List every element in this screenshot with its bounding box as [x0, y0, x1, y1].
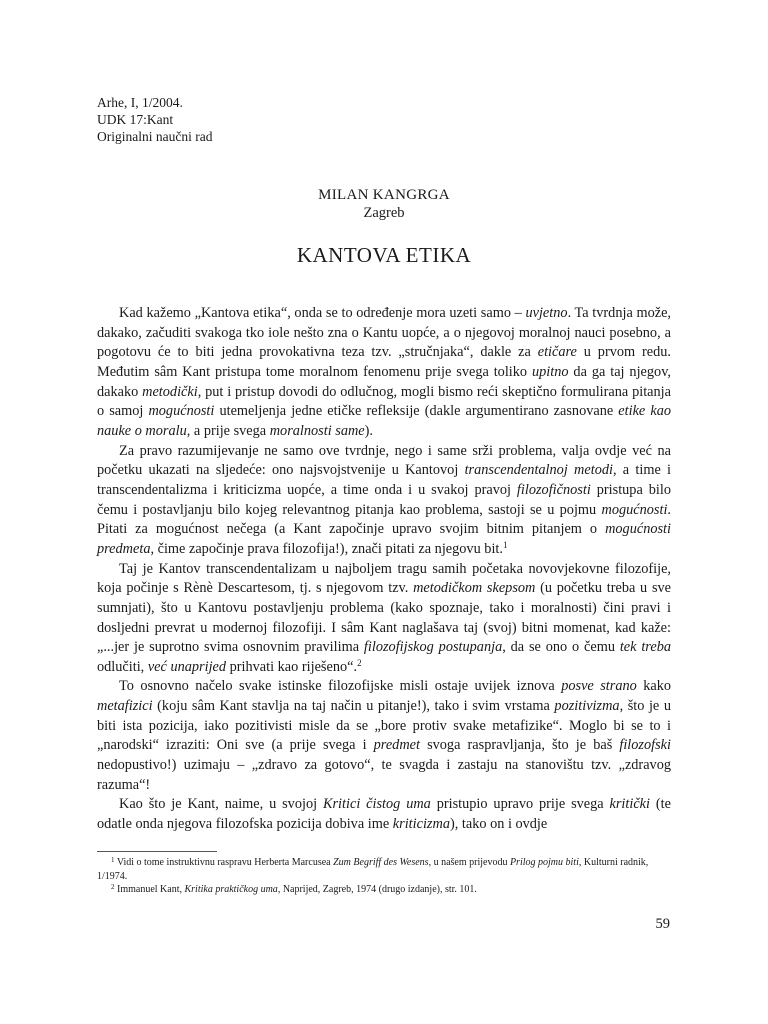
- paragraph-3: [97, 560, 671, 678]
- text-run: . Ta tvrdnja može, dakako, začuditi svakoga tko iole nešto zna o Kantu uopće, a o njegovoj moralnoj nauci posebno, a pogotovu će to biti jedna provokativna teza tzv. „stručnjaka“, dakle za: [97, 305, 671, 361]
- italic-run: predmet: [373, 737, 420, 754]
- paragraph-2: [97, 442, 671, 560]
- article-title: KANTOVA ETIKA: [296, 243, 472, 267]
- italic-run: filozofski: [619, 737, 671, 754]
- text-run: , Kulturni radnik, 1/1974.: [97, 857, 649, 882]
- italic-run: transcendentalnoj metodi: [464, 462, 613, 479]
- text-run: . Pitati za mogućnost nečega (a Kant započinje upravo svojim bitnim pitanjem o: [97, 501, 671, 538]
- footnote-1: [97, 856, 671, 883]
- text-run: da ga taj njegov, dakako: [97, 363, 671, 400]
- author-name: MILAN KANGRGA: [318, 187, 450, 203]
- text-run: Taj je Kantov transcendentalizam u najboljem tragu samih početaka novovjekovne filozofije, koja počinje s Rènè Descartesom, tj. s njegovom tzv.: [97, 560, 671, 597]
- italic-run: tek treba: [619, 639, 671, 656]
- italic-run: filozofijskog postupanja: [363, 639, 503, 656]
- text-run: prihvati kao riješeno“.: [226, 658, 358, 675]
- text-run: Kao što je Kant, naime, u svojoj: [119, 796, 323, 813]
- paragraph-5: [97, 795, 671, 834]
- text-run: To osnovno načelo svake istinske filozofijske misli ostaje uvijek iznova: [119, 678, 562, 695]
- italic-run: mogućnosti: [148, 403, 215, 420]
- article-type: Originalni naučni rad: [97, 129, 213, 144]
- text-run: nedopustivo!) uzimaju – „zdravo za gotovo“, te svagda i zastaju na stanovištu tzv. „zdravog razuma“!: [97, 757, 671, 793]
- text-run: , da se ono o čemu: [502, 639, 620, 656]
- text-run: (te odatle onda njegova filozofska pozicija dobiva ime: [97, 796, 671, 833]
- udk-code: UDK 17:Kant: [97, 112, 174, 127]
- italic-run: posve strano: [561, 678, 637, 695]
- article-body: [97, 304, 671, 835]
- text-run: u prvom redu. Međutim sâm Kant pristupa tome moralnom fenomenu prije svega toliko: [97, 344, 671, 380]
- italic-run: uvjetno: [525, 305, 568, 321]
- italic-run: metodički: [142, 383, 198, 400]
- text-run: Immanuel Kant,: [114, 884, 185, 895]
- text-run: pristupio upravo prije svega: [430, 796, 610, 813]
- italic-run: moralnosti same: [269, 422, 365, 439]
- text-run: , Naprijed, Zagreb, 1974 (drugo izdanje), str. 101.: [277, 884, 477, 895]
- text-run: , put i pristup dovodi do odlučnog, mogli bismo reći skeptično formulirana pitanja o samoj: [97, 383, 671, 420]
- italic-run: već unaprijed: [147, 658, 227, 675]
- footnote-divider: [97, 851, 217, 852]
- text-run: (u početku treba u sve sumnjati), što u Kantovu postavljenju problema (kako spoznaje, tako i moralnosti) čini pravi i dosljedni prevrat u modernoj filozofiji. I sâm Kant naglašava taj (svoj) bitni momenat, kad kaže: „...jer je suprotno svima osnovnim pravilima: [97, 580, 672, 656]
- italic-run: etike kao nauke o moralu: [97, 403, 671, 439]
- page-number: 59: [655, 916, 670, 932]
- text-run: Za pravo razumijevanje ne samo ove tvrdnje, nego i same srži problema, valja ovdje već na početku ukazati na sljedeće: ono najsvojstvenije u Kantovoj: [97, 442, 671, 479]
- text-run: , a time i transcendentalizma i kriticizma uopće, a time onda i u svakoj pravoj: [97, 462, 671, 498]
- text-run: kako: [636, 678, 671, 695]
- italic-run: Prilog pojmu biti: [509, 857, 579, 868]
- article-meta: [97, 94, 212, 145]
- italic-run: upitno: [531, 363, 569, 380]
- italic-run: mogućnosti: [601, 501, 668, 518]
- text-run: , a prije svega: [186, 422, 270, 439]
- italic-run: Kritici čistog uma: [322, 796, 431, 813]
- author-place: Zagreb: [363, 205, 405, 221]
- text-run: odlučiti,: [97, 658, 148, 675]
- italic-run: Kritika praktičkog uma: [184, 884, 278, 895]
- italic-run: mogućnosti predmeta: [97, 521, 671, 557]
- footnote-number: 1: [111, 856, 115, 864]
- text-run: Vidi o tome instruktivnu raspravu Herberta Marcusea: [114, 857, 334, 868]
- footnote-ref-2[interactable]: 2: [357, 657, 362, 668]
- text-run: , čime započinje prava filozofija!), znači pitati za njegovu bit.: [150, 540, 503, 557]
- text-run: svoga raspravljanja, što je baš: [419, 737, 620, 754]
- italic-run: kriticizma: [392, 816, 450, 833]
- author-block: [0, 186, 768, 222]
- italic-run: etičare: [537, 344, 577, 361]
- footnotes: [97, 856, 671, 897]
- text-run: (koju sâm Kant stavlja na taj način u pitanje!), tako i svim vrstama: [152, 698, 555, 715]
- text-run: , što je u biti ista pozicija, iako pozitivisti misle da se „bore protiv svake metafizike“. Moglo bi se to i „narodski“ izraziti: Oni sve (a prije svega i: [97, 698, 671, 754]
- italic-run: kritički: [609, 796, 651, 813]
- text-run: pristupa bilo čemu i postavljanju bilo kojeg relevantnog pitanja kao problema, sastoji se u pojmu: [97, 481, 671, 518]
- paragraph-1: [97, 304, 671, 442]
- text-run: Kad kažemo „Kantova etika“, onda se to određenje mora uzeti samo –: [119, 305, 526, 321]
- italic-run: pozitivizma: [554, 698, 620, 715]
- footnote-number: 2: [111, 883, 115, 891]
- text-run: , u našem prijevodu: [428, 857, 510, 868]
- journal-reference: Arhe, I, 1/2004.: [97, 95, 183, 110]
- text-run: utemeljenja jedne etičke refleksije (dakle argumentirano zasnovane: [214, 403, 619, 420]
- footnote-ref-1[interactable]: 1: [502, 539, 508, 550]
- footnote-2: [97, 883, 671, 897]
- paragraph-4: [97, 677, 671, 795]
- text-run: ), tako on i ovdje: [449, 816, 548, 833]
- text-run: ).: [364, 422, 373, 439]
- italic-run: metafizici: [97, 698, 153, 715]
- italic-run: Zum Begriff des Wesens: [333, 857, 429, 868]
- italic-run: filozofičnosti: [516, 481, 591, 498]
- italic-run: metodičkom skepsom: [413, 580, 536, 597]
